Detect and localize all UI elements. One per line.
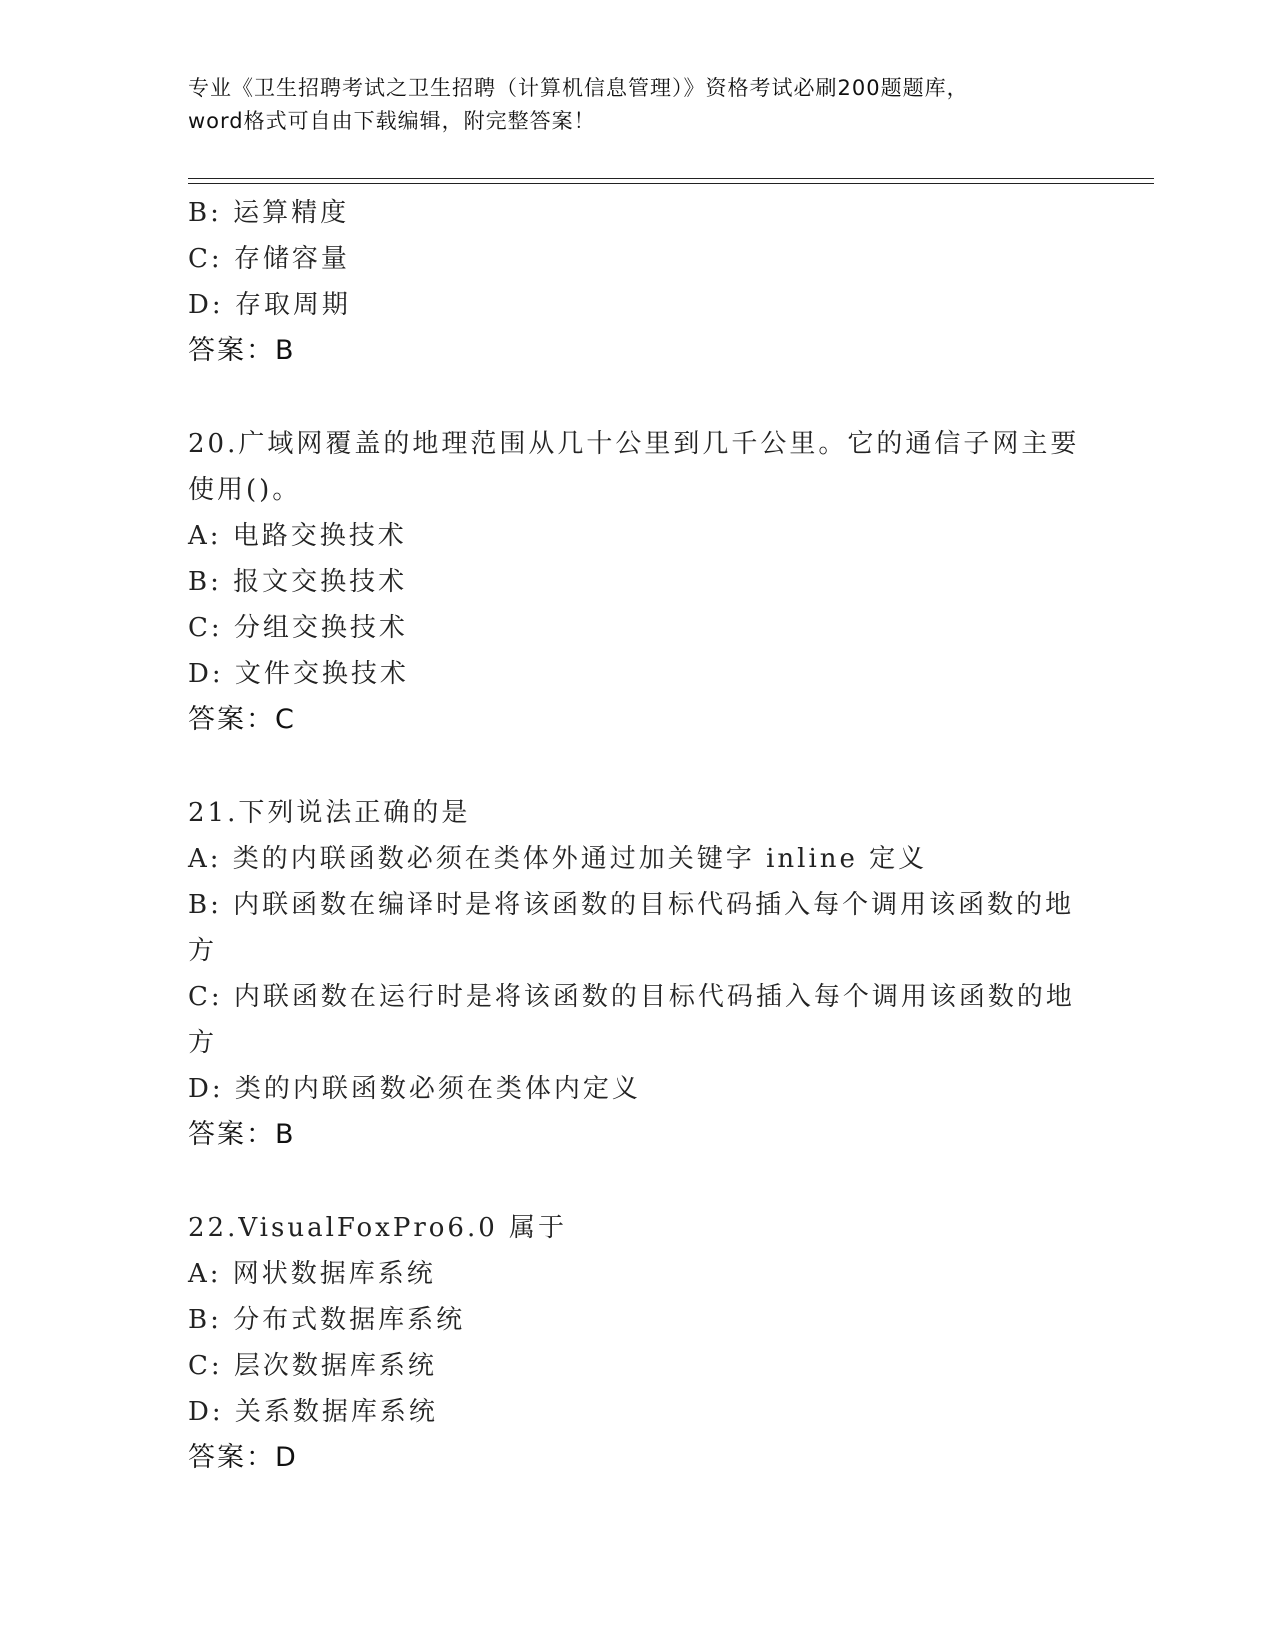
answer-label: 答案：D bbox=[188, 1442, 298, 1473]
option-c-line-1: C: 内联函数在运行时是将该函数的目标代码插入每个调用该函数的地 bbox=[188, 982, 1075, 1012]
option-d: D: 类的内联函数必须在类体内定义 bbox=[188, 1074, 641, 1104]
option-a: A: 网状数据库系统 bbox=[188, 1259, 436, 1289]
option-b-line-2: 方 bbox=[188, 936, 218, 966]
question-22 bbox=[188, 1205, 1088, 1481]
option-c: C: 层次数据库系统 bbox=[188, 1351, 437, 1381]
option-d: D: 存取周期 bbox=[188, 290, 351, 320]
option-c-line-2: 方 bbox=[188, 1028, 218, 1058]
question-21 bbox=[188, 790, 1088, 1158]
question-19-continued bbox=[188, 190, 1088, 374]
question-stem-line-1: 20.广域网覆盖的地理范围从几十公里到几千公里。它的通信子网主要 bbox=[188, 429, 1080, 459]
option-a: A: 类的内联函数必须在类体外通过加关键字 inline 定义 bbox=[188, 844, 928, 874]
option-b: B: 报文交换技术 bbox=[188, 567, 408, 597]
header-divider-top bbox=[188, 178, 1154, 179]
answer-label: 答案：B bbox=[188, 1119, 296, 1150]
question-list bbox=[188, 190, 1088, 1481]
option-c: C: 存储容量 bbox=[188, 244, 350, 274]
document-header bbox=[188, 72, 1088, 138]
option-a: A: 电路交换技术 bbox=[188, 521, 407, 551]
question-stem: 22.VisualFoxPro6.0 属于 bbox=[188, 1213, 568, 1243]
option-b-line-1: B: 内联函数在编译时是将该函数的目标代码插入每个调用该函数的地 bbox=[188, 890, 1075, 920]
option-d: D: 文件交换技术 bbox=[188, 659, 409, 689]
header-title-line-2: word格式可自由下载编辑，附完整答案！ bbox=[188, 109, 596, 133]
header-divider-bottom bbox=[188, 183, 1154, 184]
question-stem: 21.下列说法正确的是 bbox=[188, 798, 471, 828]
option-b: B: 运算精度 bbox=[188, 198, 350, 228]
option-c: C: 分组交换技术 bbox=[188, 613, 408, 643]
question-stem-line-2: 使用()。 bbox=[188, 475, 302, 505]
answer-label: 答案：C bbox=[188, 704, 296, 735]
header-title-line-1: 专业《卫生招聘考试之卫生招聘（计算机信息管理）》资格考试必刷200题题库， bbox=[188, 76, 969, 100]
answer-label: 答案：B bbox=[188, 335, 296, 366]
option-d: D: 关系数据库系统 bbox=[188, 1397, 438, 1427]
option-b: B: 分布式数据库系统 bbox=[188, 1305, 466, 1335]
question-20 bbox=[188, 421, 1088, 743]
